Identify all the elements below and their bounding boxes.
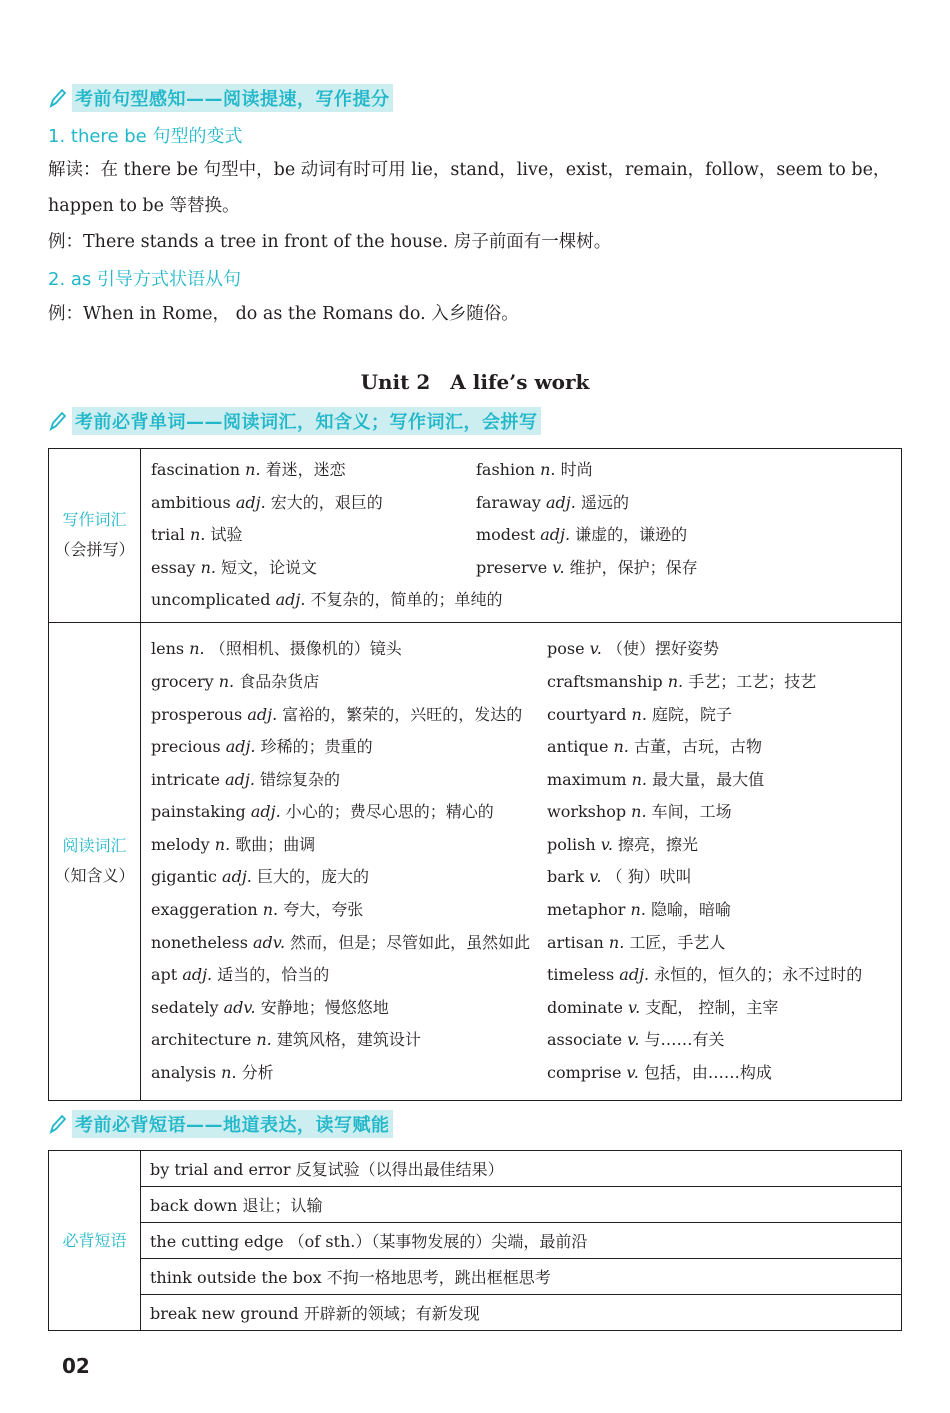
part-of-speech: adj.	[225, 769, 255, 789]
vocab-meaning: 包括，由……构成	[643, 1063, 772, 1083]
section-title: 考前句型感知——阅读提速，写作提分	[72, 84, 393, 112]
vocab-entry	[547, 992, 887, 1025]
section-header-sentence	[48, 85, 393, 111]
vocab-meaning: 时尚	[560, 460, 593, 479]
vocab-meaning: 支配， 控制，主宰	[645, 997, 779, 1017]
vocab-entry	[151, 829, 547, 862]
vocab-entry	[151, 454, 476, 487]
vocabulary-table	[48, 448, 902, 1101]
page-number: 02	[62, 1354, 90, 1378]
vocab-entry	[547, 764, 887, 797]
part-of-speech: n.	[667, 671, 684, 691]
part-of-speech: adj.	[247, 704, 278, 724]
vocab-word: precious	[151, 737, 221, 757]
vocab-meaning: 着迷，迷恋	[265, 460, 346, 479]
vocab-meaning: 错综复杂的	[260, 769, 341, 789]
vocab-word: faraway	[476, 492, 541, 512]
part-of-speech: adj.	[546, 492, 576, 512]
vocab-word: sedately	[151, 997, 219, 1017]
vocab-meaning: 遥远的	[580, 492, 629, 512]
reading-vocab-label: 阅读词汇	[62, 836, 127, 856]
vocab-entry	[547, 927, 887, 960]
writing-vocab-cell	[141, 449, 902, 623]
vocab-word: polish	[547, 834, 596, 854]
vocab-meaning: 巨大的，庞大的	[256, 867, 369, 887]
part-of-speech: n.	[630, 900, 646, 920]
word-grid	[142, 450, 900, 621]
part-of-speech: n.	[631, 769, 647, 789]
phrase-row	[49, 1295, 902, 1331]
part-of-speech: n.	[218, 671, 235, 691]
example-text: 例：When in Rome， do as the Romans do. 入乡随俗。	[48, 304, 519, 324]
vocab-meaning: 建筑风格，建筑设计	[276, 1030, 421, 1050]
vocab-meaning: 适当的，恰当的	[217, 965, 330, 985]
part-of-speech: adj.	[182, 965, 213, 985]
vocab-entry	[151, 796, 547, 829]
vocab-meaning: 然而，但是；尽管如此，虽然如此	[290, 932, 531, 952]
vocab-meaning: 与……有关	[644, 1030, 725, 1050]
vocab-word: lens	[151, 639, 185, 659]
vocab-meaning: 谦虚的，谦逊的	[575, 525, 688, 545]
part-of-speech: adj.	[235, 492, 266, 512]
vocab-word: comprise	[547, 1063, 622, 1083]
vocab-meaning: 古董，古玩，古物	[633, 737, 762, 757]
vocab-word: antique	[547, 737, 609, 757]
section-header-phrases	[48, 1111, 393, 1137]
vocab-word: nonetheless	[151, 932, 248, 952]
vocab-word: exaggeration	[151, 900, 258, 920]
reading-vocab-sublabel: （知含义）	[54, 866, 135, 886]
phrase-row	[49, 1259, 902, 1295]
reading-vocab-row	[49, 622, 902, 1100]
part-of-speech: n.	[540, 460, 556, 479]
vocab-word: analysis	[151, 1063, 217, 1083]
part-of-speech: n.	[189, 525, 206, 545]
explanation-text: 解读：在 there be 句型中，be 动词有时可用 lie，stand，live，exist，remain，follow，seem to be，happen to be 等替换。	[48, 160, 891, 216]
vocab-word: uncomplicated	[151, 590, 271, 610]
vocab-meaning: 小心的；费尽心思的；精心的	[285, 802, 494, 822]
vocab-word: courtyard	[547, 704, 627, 724]
vocab-word: trial	[151, 525, 185, 545]
vocab-word: modest	[476, 525, 536, 545]
phrases-table	[48, 1150, 902, 1331]
part-of-speech: n.	[221, 1063, 237, 1083]
vocab-word: workshop	[547, 802, 627, 822]
part-of-speech: n.	[608, 932, 625, 952]
vocab-word: apt	[151, 965, 178, 985]
vocab-word: bark	[547, 867, 585, 887]
part-of-speech: n.	[245, 460, 261, 479]
vocab-entry	[547, 1057, 887, 1090]
vocab-entry	[476, 454, 856, 487]
phrase-row	[49, 1223, 902, 1259]
vocab-word: ambitious	[151, 492, 231, 512]
vocab-meaning: （使）摆好姿势	[606, 639, 719, 659]
section-title: 考前必背单词——阅读词汇，知含义；写作词汇，会拼写	[72, 407, 541, 435]
phrase-item: break new ground 开辟新的领域；有新发现	[141, 1295, 902, 1331]
vocab-entry	[151, 1024, 547, 1057]
vocab-meaning: 安静地；慢悠悠地	[260, 997, 389, 1017]
vocab-word: associate	[547, 1030, 623, 1050]
vocab-meaning: 宏大的，艰巨的	[270, 492, 383, 512]
phrase-item: back down 退让；认输	[141, 1187, 902, 1223]
vocab-entry	[547, 633, 887, 666]
part-of-speech: v.	[589, 639, 602, 659]
part-of-speech: n.	[613, 737, 629, 757]
vocab-word: prosperous	[151, 704, 243, 724]
vocab-word: melody	[151, 834, 210, 854]
reading-vocab-cell	[141, 622, 902, 1100]
vocab-word: preserve	[476, 557, 548, 577]
vocab-meaning: 工匠，手艺人	[629, 932, 726, 952]
vocab-entry	[547, 731, 887, 764]
example-text: 例：There stands a tree in front of the house. 房子前面有一棵树。	[48, 232, 612, 252]
vocab-word: artisan	[547, 932, 604, 952]
vocab-entry	[151, 584, 503, 617]
vocab-entry	[547, 861, 887, 894]
vocab-entry	[151, 764, 547, 797]
vocab-word: grocery	[151, 671, 214, 691]
vocab-meaning: 永恒的，恒久的；永不过时的	[654, 965, 863, 985]
pencil-icon	[48, 1113, 68, 1135]
vocab-entry	[151, 731, 547, 764]
phrase-row	[49, 1187, 902, 1223]
part-of-speech: adj.	[225, 737, 256, 757]
part-of-speech: n.	[214, 834, 231, 854]
vocab-meaning: 最大量，最大值	[652, 769, 765, 789]
phrase-item: the cutting edge （of sth.）（某事物发展的）尖端，最前沿	[141, 1223, 902, 1259]
word-grid	[142, 629, 900, 1093]
part-of-speech: v.	[600, 834, 613, 854]
vocab-meaning: 擦亮，擦光	[618, 834, 699, 854]
vocab-word: metaphor	[547, 900, 626, 920]
vocab-entry	[476, 552, 856, 585]
vocab-entry	[547, 699, 887, 732]
part-of-speech: n.	[256, 1030, 272, 1050]
pencil-icon	[48, 410, 68, 432]
part-of-speech: v.	[628, 997, 641, 1017]
vocab-entry	[151, 861, 547, 894]
vocab-entry	[151, 633, 547, 666]
vocab-word: essay	[151, 557, 196, 577]
vocab-entry	[151, 487, 476, 520]
part-of-speech: adj.	[250, 802, 281, 822]
section-title: 考前必背短语——地道表达，读写赋能	[72, 1110, 393, 1138]
vocab-word: maximum	[547, 769, 627, 789]
vocab-entry	[151, 1057, 547, 1090]
vocab-meaning: 维护，保护；保存	[569, 557, 698, 577]
vocab-meaning: 分析	[241, 1063, 274, 1083]
vocab-meaning: 短文，论说文	[221, 557, 318, 577]
vocab-entry	[151, 959, 547, 992]
part-of-speech: adj.	[540, 525, 571, 545]
vocab-entry	[476, 487, 856, 520]
part-of-speech: n.	[262, 900, 279, 920]
writing-vocab-label: 写作词汇	[62, 510, 127, 530]
part-of-speech: v.	[552, 557, 565, 577]
phrases-label: 必背短语	[62, 1230, 127, 1250]
vocab-entry	[547, 796, 887, 829]
vocab-word: fashion	[476, 460, 536, 479]
row-label	[49, 1151, 141, 1331]
vocab-meaning: 试验	[210, 525, 243, 545]
vocab-meaning: 食品杂货店	[239, 671, 320, 691]
writing-vocab-row	[49, 449, 902, 623]
vocab-entry	[547, 1024, 887, 1057]
part-of-speech: n.	[631, 802, 647, 822]
vocab-word: craftsmanship	[547, 671, 663, 691]
vocab-word: dominate	[547, 997, 623, 1017]
part-of-speech: n.	[189, 639, 205, 659]
vocab-word: painstaking	[151, 802, 246, 822]
writing-vocab-sublabel: （会拼写）	[54, 540, 135, 560]
vocab-meaning: 不复杂的，简单的；单纯的	[310, 590, 503, 610]
vocab-meaning: 隐喻，暗喻	[651, 900, 732, 920]
vocab-entry	[151, 666, 547, 699]
vocab-word: timeless	[547, 965, 615, 985]
vocab-entry	[476, 519, 856, 552]
item-title: 1. there be 句型的变式	[48, 126, 243, 147]
vocab-word: intricate	[151, 769, 221, 789]
unit-title: Unit 2 A life’s work	[360, 370, 590, 394]
vocab-meaning: （照相机、摄像机的）镜头	[209, 639, 402, 659]
vocab-meaning: 珍稀的；贵重的	[260, 737, 373, 757]
vocab-entry	[547, 959, 887, 992]
vocab-word: gigantic	[151, 867, 217, 887]
vocab-word: fascination	[151, 460, 241, 479]
pencil-icon	[48, 87, 68, 109]
vocab-meaning: 夸大，夸张	[283, 900, 364, 920]
row-label	[49, 449, 141, 623]
part-of-speech: adj.	[222, 867, 252, 887]
vocab-entry	[151, 699, 547, 732]
vocab-entry	[151, 519, 476, 552]
part-of-speech: v.	[589, 867, 602, 887]
part-of-speech: v.	[627, 1030, 640, 1050]
section-header-vocabulary	[48, 408, 541, 434]
part-of-speech: adv.	[253, 932, 286, 952]
part-of-speech: adj.	[275, 590, 306, 610]
vocab-entry	[151, 552, 476, 585]
vocab-entry	[547, 666, 887, 699]
vocab-meaning: 歌曲；曲调	[235, 834, 316, 854]
vocab-entry	[151, 927, 547, 960]
part-of-speech: v.	[626, 1063, 639, 1083]
phrase-item: think outside the box 不拘一格地思考，跳出框框思考	[141, 1259, 902, 1295]
row-label	[49, 622, 141, 1100]
vocab-entry	[547, 829, 887, 862]
phrase-row	[49, 1151, 902, 1187]
vocab-meaning: 庭院，院子	[652, 704, 733, 724]
vocab-word: architecture	[151, 1030, 252, 1050]
vocab-meaning: 富裕的，繁荣的，兴旺的，发达的	[282, 704, 523, 724]
vocab-word: pose	[547, 639, 585, 659]
vocab-entry	[151, 992, 547, 1025]
vocab-meaning: 车间，工场	[651, 802, 732, 822]
part-of-speech: adv.	[223, 997, 256, 1017]
part-of-speech: adj.	[619, 965, 650, 985]
item-title: 2. as 引导方式状语从句	[48, 269, 242, 290]
phrase-item: by trial and error 反复试验（以得出最佳结果）	[141, 1151, 902, 1187]
vocab-entry	[151, 894, 547, 927]
vocab-entry	[547, 894, 887, 927]
vocab-meaning: （ 狗）吠叫	[606, 867, 692, 887]
part-of-speech: n.	[200, 557, 216, 577]
part-of-speech: n.	[631, 704, 647, 724]
vocab-meaning: 手艺；工艺；技艺	[688, 671, 817, 691]
